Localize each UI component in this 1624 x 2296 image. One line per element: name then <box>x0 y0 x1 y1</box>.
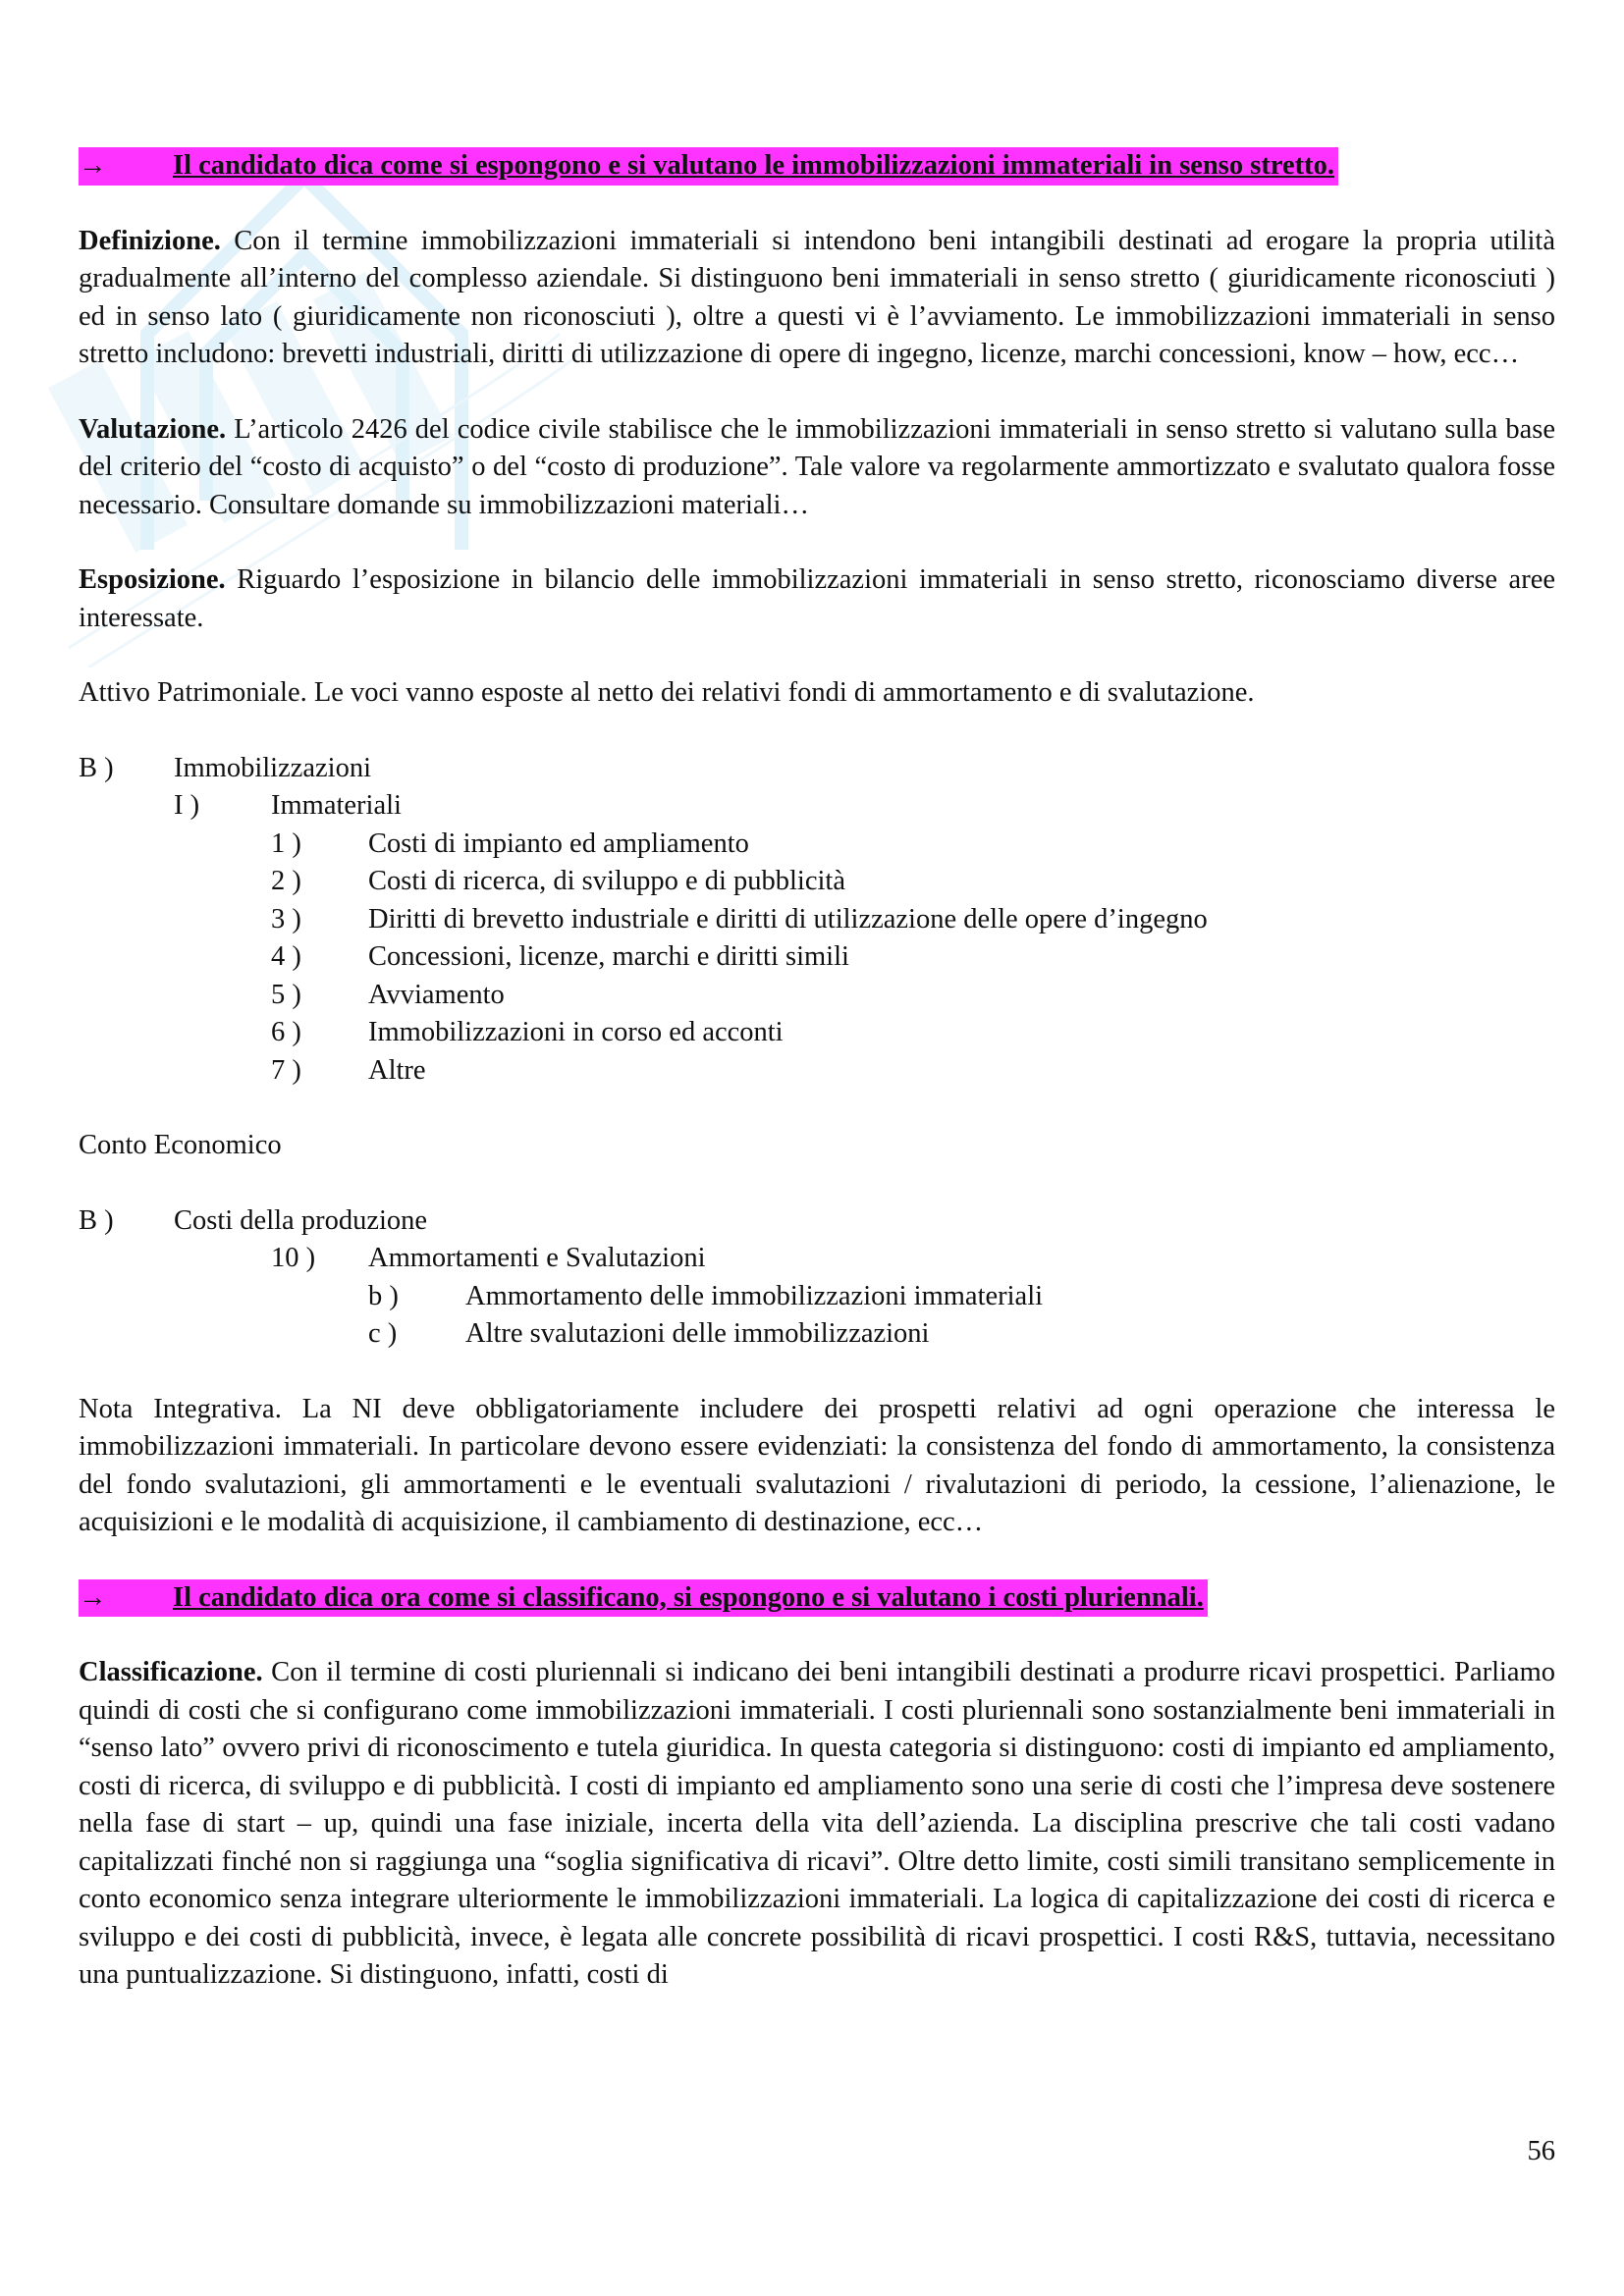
definizione-text: Con il termine immobilizzazioni immateriali si intendono beni intangibili destinati ad erogare la propria utilità gradualmente all’interno del complesso aziendale. Si distinguono beni immateriali in senso stretto ( giuridicamente riconosciuti ) ed in senso lato ( giuridicamente non riconosciuti ), oltre a questi vi è l’avviamento. Le immobilizzazioni immateriali in senso stretto includono: brevetti industriali, diritti di utilizzazione di opere di ingegno, licenze, marchi concessioni, know – how, ecc… <box>79 225 1555 369</box>
document-page <box>79 147 1555 1995</box>
classificazione-label: Classificazione. <box>79 1657 263 1687</box>
question-2 <box>79 1579 1555 1618</box>
list-item: b ) Ammortamento delle immobilizzazioni immateriali <box>368 1280 1044 1311</box>
valutazione-text: L’articolo 2426 del codice civile stabilisce che le immobilizzazioni immateriali in senso stretto si valutano sulla base del criterio del “costo di acquisto” o del “costo di produzione”. Tale valore va regolarmente ammortizzato e svalutato qualora fosse necessario. Consultare domande su immobilizzazioni materiali… <box>79 413 1555 520</box>
question-1-text: Il candidato dica come si espongono e si valutano le immobilizzazioni immateriali in senso stretto. <box>173 150 1334 181</box>
list-item: 4 ) Concessioni, licenze, marchi e diritti simili <box>271 941 849 972</box>
conto-economico-list <box>79 1202 1555 1354</box>
list-item: 2 ) Costi di ricerca, di sviluppo e di pubblicità <box>271 866 845 896</box>
list-item: 7 ) Altre <box>271 1054 426 1086</box>
list-item: 6 ) Immobilizzazioni in corso ed acconti <box>271 1017 784 1047</box>
attivo-patrimoniale: Attivo Patrimoniale. Le voci vanno esposte al netto dei relativi fondi di ammortamento e di svalutazione. <box>79 677 1255 708</box>
esposizione-label: Esposizione. <box>79 564 226 595</box>
question-1 <box>79 147 1555 186</box>
list-item: 3 ) Diritti di brevetto industriale e diritti di utilizzazione delle opere d’ingegno <box>271 903 1208 934</box>
definizione-paragraph <box>79 223 1555 374</box>
list-item: c ) Altre svalutazioni delle immobilizzazioni <box>368 1318 930 1349</box>
classificazione-text: Con il termine di costi pluriennali si indicano dei beni intangibili destinati a produrre ricavi prospettici. Parliamo quindi di costi che si configurano come immobilizzazioni immateriali. I costi pluriennali sono sostanzialmente beni immateriali in “senso lato” ovvero privi di riconoscimento e tutela giuridica. In questa categoria si distinguono: costi di impianto ed ampliamento, costi di ricerca, di sviluppo e di pubblicità. I costi di impianto ed ampliamento sono una serie di costi che l’impresa deve sostenere nella fase di start – up, quindi una fase iniziale, incerta della vita dell’azienda. La disciplina prescrive che tali costi vadano capitalizzati finché non si raggiunga una “soglia significativa di ricavi”. Oltre detto limite, costi simili transitano semplicemente in conto economico senza integrare ulteriormente le immobilizzazioni immateriali. La logica di capitalizzazione dei costi di ricerca e sviluppo e dei costi di pubblicità, invece, è legata alle concrete possibilità di ricavi prospettici. I costi R&S, tuttavia, necessitano una puntualizzazione. Si distinguono, infatti, costi di <box>79 1657 1555 1990</box>
nota-integrativa-paragraph: Nota Integrativa. La NI deve obbligatoriamente includere dei prospetti relativi ad ogni operazione che interessa le immobilizzazioni immateriali. In particolare devono essere evidenziati: la consistenza del fondo di ammortamento, la consistenza del fondo svalutazioni, gli ammortamenti e le eventuali svalutazioni / rivalutazioni di periodo, la cessione, l’alienazione, le acquisizioni e le modalità di acquisizione, il cambiamento di destinazione, ecc… <box>79 1393 1555 1537</box>
list-item: I ) Immateriali <box>174 790 402 821</box>
conto-economico-heading: Conto Economico <box>79 1130 282 1160</box>
list-item: 1 ) Costi di impianto ed ampliamento <box>271 828 749 859</box>
list-item: 10 ) Ammortamenti e Svalutazioni <box>271 1243 706 1273</box>
arrow-icon: → <box>79 150 107 181</box>
list-item: 5 ) Avviamento <box>271 979 505 1010</box>
esposizione-text: Riguardo l’esposizione in bilancio delle immobilizzazioni immateriali in senso stretto, riconosciamo diverse aree interessate. <box>79 564 1555 633</box>
list-item: B ) Immobilizzazioni <box>79 752 372 783</box>
definizione-label: Definizione. <box>79 225 221 256</box>
valutazione-label: Valutazione. <box>79 413 227 445</box>
esposizione-paragraph <box>79 561 1555 637</box>
arrow-icon: → <box>79 1581 107 1613</box>
classificazione-paragraph <box>79 1654 1555 1995</box>
valutazione-paragraph <box>79 411 1555 525</box>
attivo-list <box>79 750 1555 1091</box>
list-item: B ) Costi della produzione <box>79 1204 428 1236</box>
page-number: 56 <box>1527 2136 1555 2166</box>
question-2-text: Il candidato dica ora come si classificano, si espongono e si valutano i costi pluriennali. <box>173 1581 1204 1613</box>
